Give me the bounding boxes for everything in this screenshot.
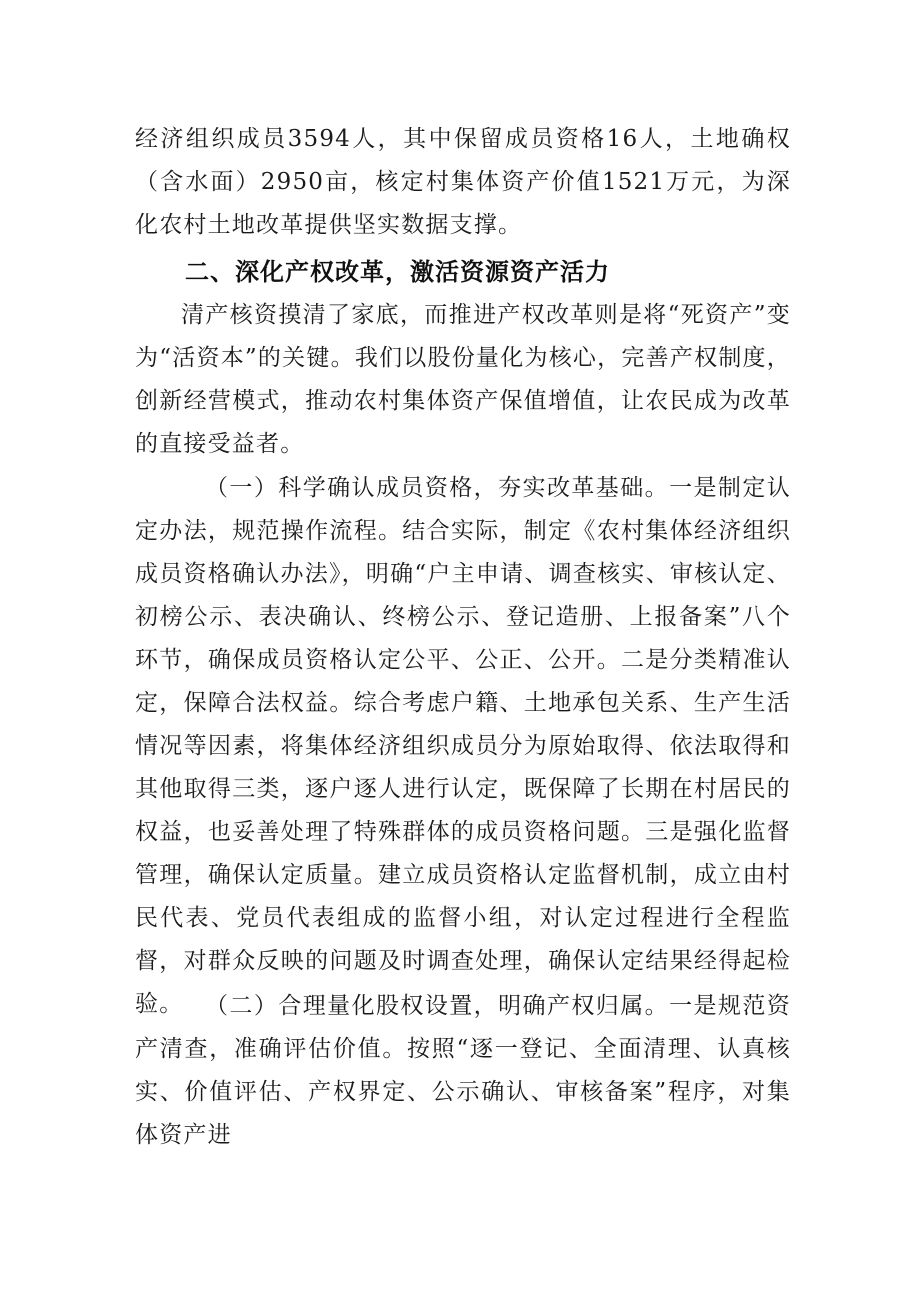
continued-paragraph-block — [135, 118, 791, 247]
subsection-one-paragraph: （一）科学确认成员资格，夯实改革基础。一是制定认定办法，规范操作流程。结合实际，制定《农村集体经济组织成员资格确认办法》，明确“户主申请、调查核实、审核认定、初榜公示、表决确认、终榜公示、登记造册、上报备案”八个环节，确保成员资格认定公平、公正、公开。二是分类精准认定，保障合法权益。综合考虑户籍、土地承包关系、生产生活情况等因素，将集体经济组织成员分为原始取得、依法取得和其他取得三类，逐户逐人进行认定，既保障了长期在村居民的权益，也妥善处理了特殊群体的成员资格问题。三是强化监督管理，确保认定质量。建立成员资格认定监督机制，成立由村民代表、党员代表组成的监督小组，对认定过程进行全程监督，对群众反映的问题及时调查处理，确保认定结果经得起检验。 — [135, 475, 791, 1017]
section-heading: 二、深化产权改革，激活资源资产活力 — [185, 258, 610, 286]
intro-paragraph-block — [135, 294, 791, 466]
intro-paragraph: 清产核资摸清了家底，而推进产权改革则是将“死资产”变为“活资本”的关键。我们以股份量化为核心，完善产权制度，创新经营模式，推动农村集体资产保值增值，让农民成为改革的直接受益者。 — [135, 302, 791, 457]
subsection-two-block — [135, 985, 791, 1157]
subsection-one-block — [135, 467, 791, 1026]
subsection-two-paragraph: （二）合理量化股权设置，明确产权归属。一是规范资产清查，准确评估价值。按照“逐一登记、全面清理、认真核实、价值评估、产权界定、公示确认、审核备案”程序，对集体资产进 — [135, 993, 791, 1148]
continued-paragraph: 经济组织成员3594人，其中保留成员资格16人，土地确权（含水面）2950亩，核定村集体资产价值1521万元，为深化农村土地改革提供坚实数据支撑。 — [135, 126, 791, 238]
